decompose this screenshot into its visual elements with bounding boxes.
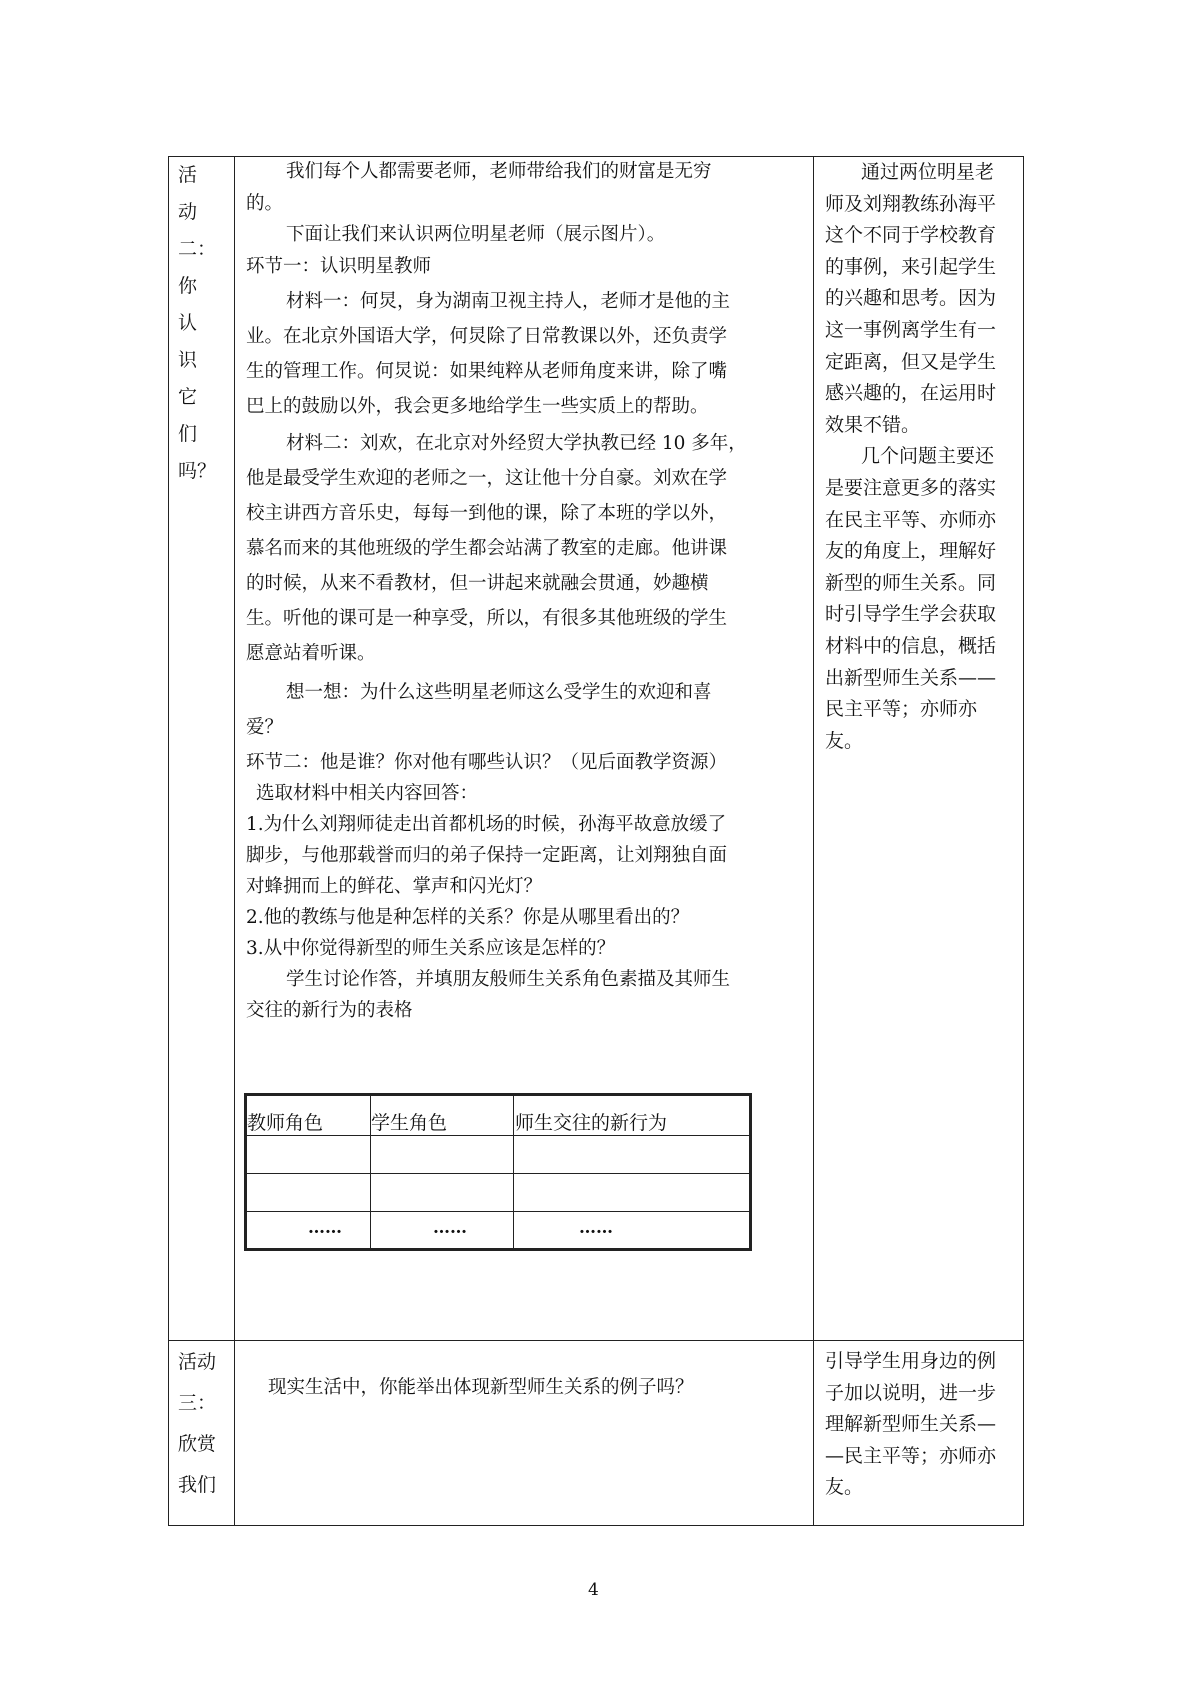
note-line: 感兴趣的，在运用时	[825, 382, 997, 405]
note-line: 时引导学生学会获取	[825, 603, 997, 626]
activity3-title-line: 欣赏	[178, 1433, 217, 1455]
note-line: 师及刘翔教练孙海平	[825, 192, 997, 215]
activity3-content	[268, 1372, 820, 1404]
column-divider-right	[813, 156, 814, 1526]
role-table-ellipsis: ……	[433, 1218, 467, 1238]
material2-line: 愿意站着听课。	[246, 643, 376, 664]
note-line: 新型的师生关系。同	[825, 571, 997, 594]
activity3-title-line: 三：	[178, 1392, 217, 1414]
material1-line: 材料一：何炅，身为湖南卫视主持人，老师才是他的主	[286, 291, 731, 312]
note-line: 这个不同于学校教育	[825, 224, 997, 247]
note-line: 定距离，但又是学生	[825, 350, 997, 373]
section-heading: 环节一：认识明星教师	[246, 255, 432, 277]
material2-line: 校主讲西方音乐史，每每一到他的课，除了本班的学以外，	[246, 503, 728, 524]
note-line: 几个问题主要还	[861, 445, 995, 468]
material2-line: 他是最受学生欢迎的老师之一，这让他十分自豪。刘欢在学	[246, 468, 728, 489]
role-table-ellipsis: ……	[308, 1218, 342, 1238]
activity3-notes	[825, 1346, 1015, 1504]
activity2-title-char: 认	[178, 312, 198, 334]
intro-line: 的。	[246, 192, 284, 214]
activity2-title-char: 吗？	[178, 460, 217, 482]
question-line: 3.从中你觉得新型的师生关系应该是怎样的？	[246, 938, 616, 959]
activity2-title-char: 二：	[178, 238, 217, 260]
role-table-row-line	[247, 1211, 749, 1212]
note-line: 在民主平等、亦师亦	[825, 508, 997, 531]
activity3-question: 现实生活中，你能举出体现新型师生关系的例子吗？	[268, 1377, 694, 1398]
note-line: —民主平等；亦师亦	[825, 1444, 997, 1467]
material1-line: 业。在北京外国语大学，何炅除了日常教课以外，还负责学	[246, 326, 728, 347]
material1-line: 巴上的鼓励以外，我会更多地给学生一些实质上的帮助。	[246, 396, 709, 417]
note-line: 民主平等；亦师亦	[825, 698, 978, 721]
activity2-content	[246, 156, 798, 1026]
role-table-header: 教师角色	[247, 1112, 324, 1134]
note-line: 出新型师生关系——	[825, 666, 997, 689]
note-line: 这一事例离学生有一	[825, 318, 997, 341]
think-line: 爱？	[246, 717, 284, 738]
material2-line: 生。听他的课可是一种享受，所以，有很多其他班级的学生	[246, 608, 728, 629]
activity3-title-line: 我们	[178, 1474, 217, 1496]
note-line: 理解新型师生关系—	[825, 1413, 997, 1436]
note-line: 效果不错。	[825, 413, 921, 436]
row-divider	[168, 1340, 1024, 1341]
activity3-title	[178, 1342, 226, 1506]
think-line: 想一想：为什么这些明星老师这么受学生的欢迎和喜	[286, 682, 712, 703]
question-line: 2.他的教练与他是种怎样的关系？你是从哪里看出的？	[246, 907, 690, 928]
activity2-title-char: 你	[178, 275, 198, 297]
intro-line: 我们每个人都需要老师，老师带给我们的财富是无穷	[286, 161, 712, 182]
activity2-title-char: 它	[178, 386, 198, 408]
activity2-notes	[825, 157, 1015, 757]
role-table-ellipsis: ……	[579, 1218, 613, 1238]
activity2-title-char: 识	[178, 349, 198, 371]
note-line: 友。	[825, 729, 864, 752]
activity3-title-line: 活动	[178, 1351, 217, 1373]
instruction-line: 选取材料中相关内容回答：	[256, 783, 479, 804]
activity2-title-char: 活	[178, 164, 198, 186]
question-line: 1.为什么刘翔师徒走出首都机场的时候，孙海平故意放缓了	[246, 814, 727, 835]
role-table	[244, 1093, 752, 1251]
activity2-title-char: 们	[178, 423, 198, 445]
question-line: 对蜂拥而上的鲜花、掌声和闪光灯？	[246, 876, 543, 897]
role-table-divider	[513, 1096, 514, 1248]
note-line: 子加以说明，进一步	[825, 1381, 997, 1404]
role-table-header: 学生角色	[371, 1112, 448, 1134]
activity2-title	[178, 157, 226, 490]
question-line: 脚步，与他那载誉而归的弟子保持一定距离，让刘翔独自面	[246, 845, 728, 866]
material1-line: 生的管理工作。何炅说：如果纯粹从老师角度来讲，除了嘴	[246, 361, 728, 382]
note-line: 引导学生用身边的例	[825, 1350, 997, 1372]
discussion-line: 交往的新行为的表格	[246, 1000, 413, 1021]
note-line: 友。	[825, 1476, 864, 1499]
note-line: 的事例，来引起学生	[825, 255, 997, 278]
page-number: 4	[588, 1580, 599, 1600]
note-line: 是要注意更多的落实	[825, 476, 997, 499]
intro-line: 下面让我们来认识两位明星老师（展示图片）。	[286, 224, 666, 245]
discussion-line: 学生讨论作答，并填朋友般师生关系角色素描及其师生	[286, 969, 731, 990]
role-table-header: 师生交往的新行为	[515, 1112, 668, 1134]
material2-line: 慕名而来的其他班级的学生都会站满了教室的走廊。他讲课	[246, 538, 728, 559]
material2-line: 材料二：刘欢，在北京对外经贸大学执教已经 10 多年，	[286, 433, 747, 454]
note-line: 友的角度上，理解好	[825, 540, 997, 563]
note-line: 材料中的信息，概括	[825, 634, 997, 657]
note-line: 通过两位明星老	[861, 161, 995, 183]
role-table-row-line	[247, 1173, 749, 1174]
note-line: 的兴趣和思考。因为	[825, 287, 997, 310]
material2-line: 的时候，从来不看教材，但一讲起来就融会贯通，妙趣横	[246, 573, 709, 594]
role-table-row-line	[247, 1135, 749, 1136]
activity2-title-char: 动	[178, 201, 198, 223]
column-divider-left	[234, 156, 235, 1526]
section-heading: 环节二：他是谁？你对他有哪些认识？（见后面教学资源）	[246, 752, 728, 773]
